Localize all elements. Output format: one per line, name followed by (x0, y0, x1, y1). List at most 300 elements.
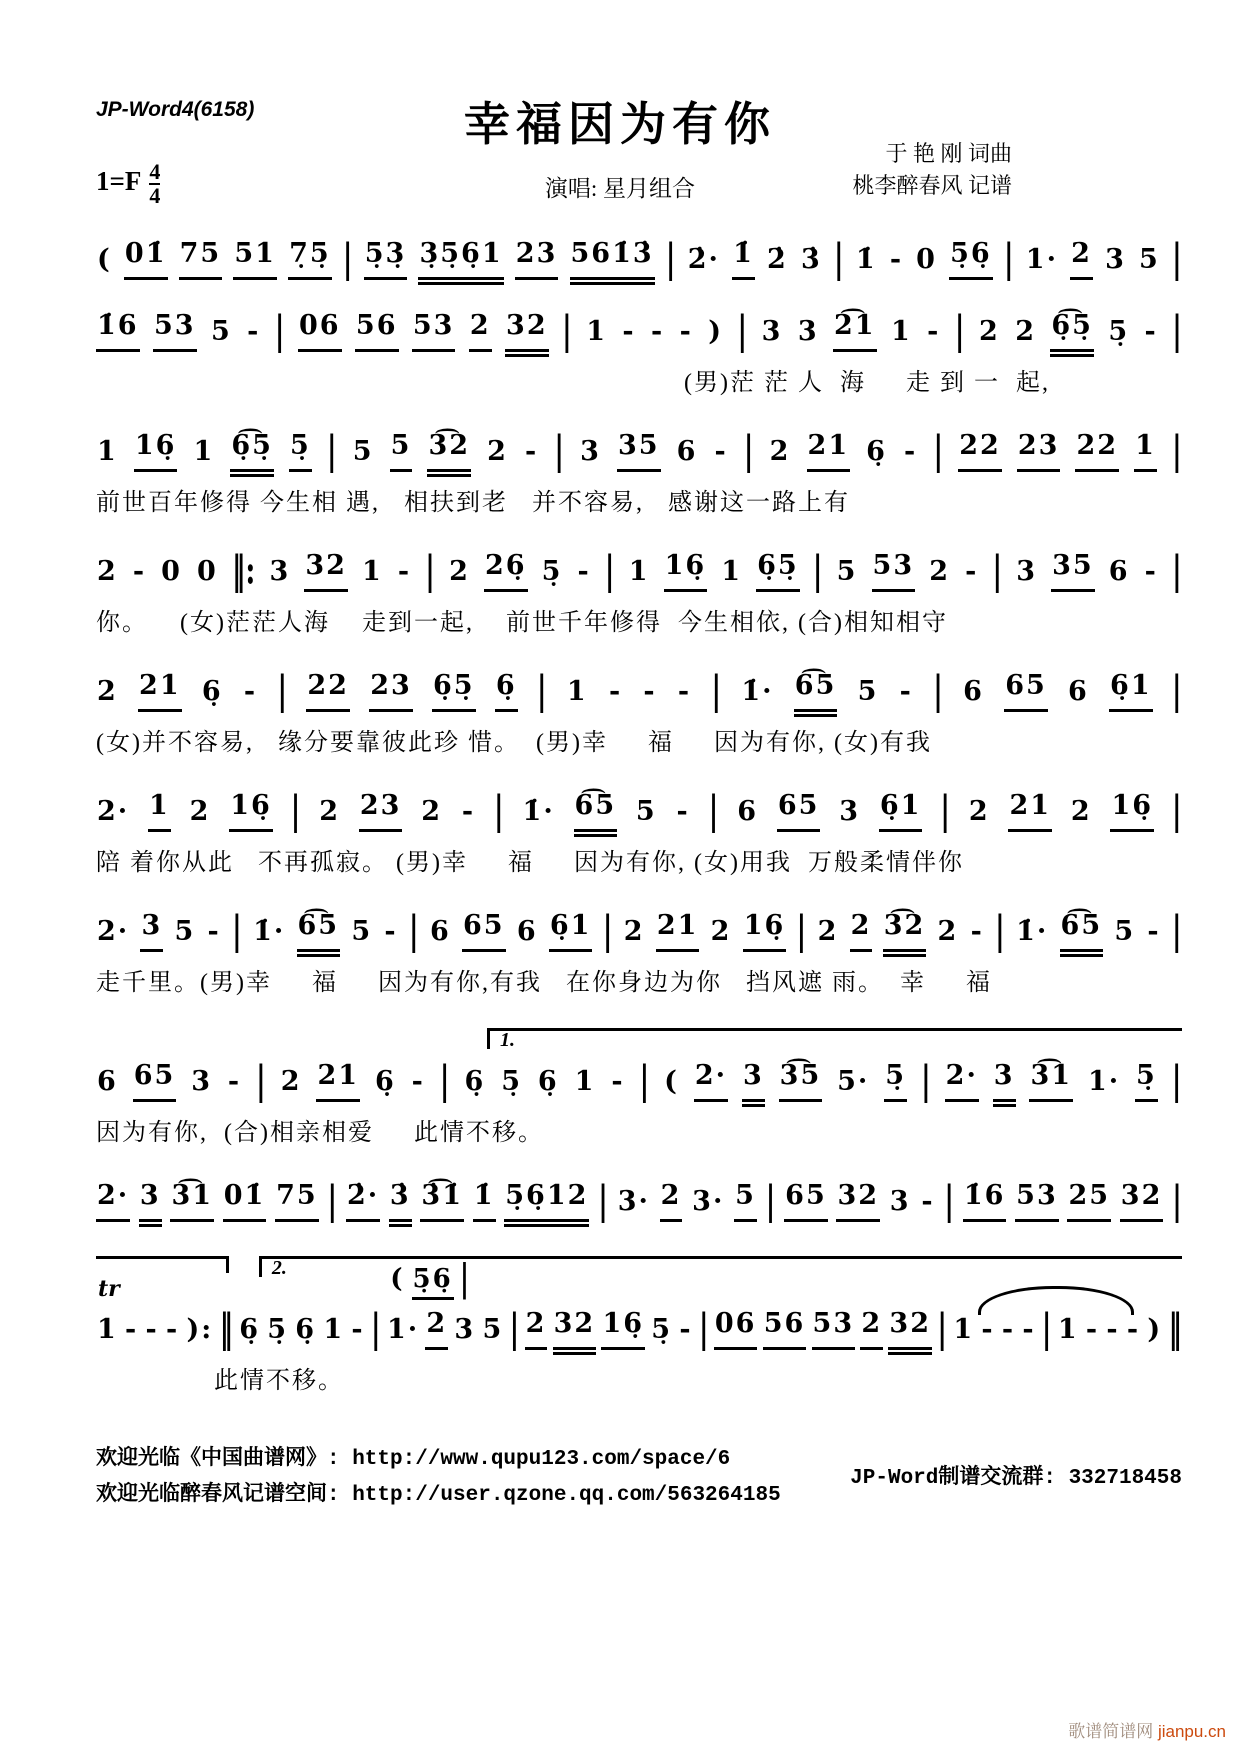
barline: | (698, 1306, 709, 1352)
note-group: 2 (660, 1176, 683, 1222)
barline: | (1003, 236, 1014, 282)
note-group: 2· (96, 1176, 130, 1222)
barline: | (833, 236, 844, 282)
note-group: 1̇ (473, 1176, 496, 1222)
note-group: 6̣ (201, 676, 223, 707)
note-group: - (970, 916, 984, 947)
note-group: 3 (761, 316, 783, 347)
note-group: 6̣͡5̣ (1050, 306, 1094, 352)
lyrics-line-8: 因为有你, (合)相亲相爱 此情不移。 (96, 1120, 544, 1146)
note-group: 53 (1015, 1176, 1059, 1222)
note-group: 5̣ (1108, 316, 1130, 347)
note-group: - (927, 316, 941, 347)
note-group: 6̣ (295, 1314, 317, 1345)
note-group: 5̣3̣ (364, 234, 408, 280)
note-group: - (247, 316, 261, 347)
note-group: 6 (676, 436, 698, 467)
note-group: 56 (763, 1304, 807, 1350)
notation-wrap-10 (96, 1276, 1182, 1352)
barline: | (708, 788, 719, 834)
note-group: 65 (784, 1176, 828, 1222)
note-group: 32 (836, 1176, 880, 1222)
note-group: 5 (734, 1176, 757, 1222)
lyrics-line-2: (男)茫 茫 人 海 走 到 一 起, (684, 370, 1050, 396)
note-group: 1 (97, 1314, 118, 1345)
note-group: 1 (890, 316, 912, 347)
note-group: 2 (97, 556, 118, 587)
time-unit: 4 (149, 183, 161, 208)
note-group: 2 (319, 796, 341, 827)
barline: | (995, 908, 1005, 954)
note-group: 32 (1120, 1176, 1164, 1222)
lyrics-line-4: 你。 (女)茫茫人海 走到一起, 前世千年修得 今生相依, (合)相知相守 (96, 610, 948, 636)
note-group: 65 (462, 906, 506, 952)
note-group: - (679, 1314, 693, 1345)
note-group: 21 (807, 426, 851, 472)
volta-1-end-bracket (96, 1256, 229, 1273)
note-group: 1 (323, 1314, 345, 1345)
barline: | (737, 308, 748, 354)
note-group: 26̣ (484, 546, 528, 592)
note-group: 0 (197, 556, 218, 587)
notation-line-6 (96, 780, 1182, 832)
note-group: 3 (742, 1056, 765, 1102)
qzone-link: 欢迎光临醉春风记谱空间: http://user.qzone.qq.com/563264185 (96, 1484, 781, 1507)
note-group: 5 (351, 916, 373, 947)
note-group: 65 (777, 786, 821, 832)
notation-line-8 (96, 1050, 1182, 1102)
barline: | (940, 788, 951, 834)
note-group: - (145, 1314, 159, 1345)
note-group: 2 (1070, 796, 1092, 827)
barline: | (598, 1178, 608, 1224)
barline: | (796, 908, 807, 954)
note-group: 1· (1025, 244, 1058, 275)
note-group: 1 (1134, 426, 1157, 472)
note-group: 2 (280, 1066, 302, 1097)
barline: | (439, 1058, 450, 1104)
volta-1-bracket (487, 1028, 1182, 1049)
note-group: 3͡1 (170, 1176, 214, 1222)
note-group: 3 (454, 1314, 476, 1345)
note-group: 2 (449, 556, 470, 587)
note-group: 1̇6 (963, 1176, 1007, 1222)
note-group: - (677, 676, 692, 707)
pickup-notes (389, 1257, 470, 1301)
note-group: 2 (623, 916, 645, 947)
note-group: - (227, 1066, 242, 1097)
barline: | (509, 1306, 520, 1352)
note-group: - (965, 556, 979, 587)
note-group: ) (708, 316, 724, 347)
note-group: ( (390, 1264, 405, 1294)
note-group: 3 (139, 1176, 162, 1222)
note-group: 6̣ (866, 436, 887, 467)
note-group: 2 (860, 1304, 883, 1350)
barline: | (1171, 236, 1182, 282)
note-group: 1 (193, 436, 215, 467)
note-group: 1 (953, 1314, 975, 1345)
lyricist-composer-credit: 于 艳 刚 词曲 (885, 141, 1012, 166)
note-group: 16̣ (229, 786, 273, 832)
barline: | (327, 1178, 338, 1224)
barline: | (1172, 308, 1182, 354)
note-group: - (1147, 916, 1161, 947)
note-group: 3͡2 (883, 906, 927, 952)
note-group: 1̇6 (96, 306, 140, 352)
note-group: 35 (617, 426, 661, 472)
note-group: 5 (210, 316, 232, 347)
barline: | (1171, 788, 1182, 834)
note-group: 3͡1 (1029, 1056, 1073, 1102)
note-group: - (125, 1314, 139, 1345)
note-group: 6 (963, 676, 984, 707)
barline: | (1172, 1178, 1182, 1224)
note-group: - (1126, 1314, 1141, 1345)
note-group: 5 (1114, 916, 1136, 947)
note-group: 32 (888, 1304, 932, 1350)
note-group: 3 (1016, 556, 1038, 587)
note-group: 1 (574, 1066, 596, 1097)
barline: | (408, 908, 419, 954)
note-group: 6̣1 (879, 786, 923, 832)
notation-line-4 (96, 540, 1182, 592)
system-6 (96, 780, 1182, 880)
note-group: 1̇ (855, 244, 877, 275)
barline: | (992, 548, 1003, 594)
generator-label: JP-Word4(6158) (96, 98, 255, 121)
note-group: 16̣ (664, 546, 708, 592)
song-title: 幸福因为有你 (464, 99, 776, 150)
note-group: 32 (505, 306, 549, 352)
system-5 (96, 660, 1182, 760)
barline: | (602, 908, 613, 954)
barline: | (954, 308, 965, 354)
note-group: 5̣ (289, 426, 312, 472)
note-group: 1· (1087, 1066, 1121, 1097)
note-group: 7̣5̣ (288, 234, 332, 280)
lyrics-line-6: 陪 着你从此 不再孤寂。 (男)幸 福 因为有你, (女)用我 万般柔情伴你 (96, 850, 964, 876)
note-group: 21 (656, 906, 700, 952)
score (96, 228, 1182, 1418)
note-group: 0 (161, 556, 182, 587)
notation-line-3 (96, 420, 1182, 472)
note-group: 5 (174, 916, 196, 947)
note-group: 3 (140, 906, 163, 952)
note-group: - (981, 1314, 995, 1345)
note-group: 6̣5̣ (756, 546, 800, 592)
note-group: 3͡5 (779, 1056, 823, 1102)
note-group: 1 (566, 676, 588, 707)
note-group: 22 (958, 426, 1002, 472)
note-group: 75 (275, 1176, 319, 1222)
note-group: - (411, 1066, 425, 1097)
note-group: 53 (872, 546, 916, 592)
barline: | (711, 668, 722, 714)
note-group: 21 (138, 666, 182, 712)
note-group: - (243, 676, 258, 707)
note-group: - (524, 436, 539, 467)
note-group: 1 (362, 556, 383, 587)
barline: | (639, 1058, 650, 1104)
note-group: 53 (412, 306, 456, 352)
note-group: 5̣ (651, 1314, 673, 1345)
note-group: 5̣6̣ (949, 234, 993, 280)
note-group: 2 (937, 916, 959, 947)
lyrics-line-10: 此情不移。 (214, 1368, 344, 1394)
barline: | (604, 548, 615, 594)
note-group: - (1085, 1314, 1100, 1345)
barline: | (277, 668, 288, 714)
transcriber-credit: 桃李醉春风 记谱 (852, 173, 1012, 198)
note-group: 23 (1017, 426, 1061, 472)
footer-links (96, 1442, 781, 1514)
notation-line-9 (96, 1170, 1182, 1222)
barline: | (743, 428, 754, 474)
note-group: 35 (1051, 546, 1095, 592)
note-group: 3 (269, 556, 291, 587)
note-group: 6͡5 (1060, 906, 1104, 952)
note-group: 2 (487, 436, 508, 467)
note-group: 5 (352, 436, 374, 467)
note-group: - (351, 1314, 365, 1345)
note-group: 0 (916, 244, 937, 275)
note-group: ): (186, 1314, 214, 1345)
note-group: - (608, 676, 623, 707)
note-group: 51 (233, 234, 277, 280)
system-7 (96, 900, 1182, 1000)
watermark-site-link: jianpu.cn (1157, 1722, 1226, 1741)
note-group: - (1144, 316, 1158, 347)
note-group: 2 (968, 796, 990, 827)
note-group: 5̣ (267, 1314, 289, 1345)
barline: | (944, 1178, 955, 1224)
system-8 (96, 1020, 1182, 1150)
note-group: 5̣ (884, 1056, 907, 1102)
note-group: - (904, 436, 918, 467)
note-group: 65 (133, 1056, 177, 1102)
barline: | (290, 788, 301, 834)
note-group: - (889, 244, 904, 275)
system-3 (96, 420, 1182, 520)
note-group: 25 (1067, 1176, 1111, 1222)
barline: | (1171, 548, 1182, 594)
note-group: 2͡1 (833, 306, 877, 352)
notation-line-1 (96, 228, 1182, 280)
note-group: 2 (421, 796, 443, 827)
note-group: 3̇ (389, 1176, 412, 1222)
note-group: 3 (797, 316, 819, 347)
note-group: 1 (721, 556, 743, 587)
note-group: - (611, 1066, 625, 1097)
note-group: 6 (97, 1066, 118, 1097)
note-group: 23 (515, 234, 559, 280)
note-group: 1̇· (741, 676, 774, 707)
note-group: 6̣ (374, 1066, 396, 1097)
note-group: 3 (889, 1186, 911, 1217)
watermark-site-name: 歌谱简谱网 (1068, 1722, 1158, 1741)
note-group: 3̇ (800, 244, 822, 275)
note-group: 2 (710, 916, 732, 947)
note-group: 01̇ (223, 1176, 267, 1222)
note-group: 5̣ (541, 556, 563, 587)
note-group: 5̣6̣12 (504, 1176, 589, 1222)
note-group: 1 (97, 436, 118, 467)
note-group: 2̇ (767, 244, 788, 275)
note-group: 21 (1008, 786, 1052, 832)
note-group: 3̣5̣6̣1 (418, 234, 503, 280)
note-group: 1̇· (1016, 916, 1049, 947)
note-group: 5 (836, 556, 858, 587)
note-group: 3 (191, 1066, 212, 1097)
note-group: 5 (390, 426, 413, 472)
note-group: 1̇· (522, 796, 555, 827)
note-group: 6 (737, 796, 758, 827)
note-group: 23 (359, 786, 403, 832)
note-group: ( (664, 1066, 679, 1097)
barline: | (812, 548, 823, 594)
note-group: - (1001, 1314, 1016, 1345)
note-group: 6͡5 (794, 666, 838, 712)
note-group: 2 (189, 796, 211, 827)
note-group: 5̣ (501, 1066, 522, 1097)
watermark (1068, 1717, 1226, 1742)
note-group: 6 (516, 916, 538, 947)
note-group: 75 (179, 234, 223, 280)
note-group: 2· (97, 796, 130, 827)
system-2 (96, 300, 1182, 400)
barline: | (562, 308, 572, 354)
barline: | (1171, 908, 1182, 954)
note-group: 21 (316, 1056, 360, 1102)
note-group: - (461, 796, 476, 827)
note-group: 06 (714, 1304, 758, 1350)
note-group: 561̇3̇ (570, 234, 655, 280)
note-group: - (676, 796, 690, 827)
note-group: 3· (692, 1186, 725, 1217)
volta-1-label: 1. (499, 1029, 515, 1051)
note-group: 5̣ (1135, 1056, 1158, 1102)
note-group: 5 (1139, 244, 1160, 275)
barline: | (933, 668, 943, 714)
barline: | (1041, 1306, 1052, 1352)
notation-line-7 (96, 900, 1182, 952)
barline: | (937, 1306, 948, 1352)
note-group: 23 (369, 666, 413, 712)
footer (96, 1442, 1182, 1514)
barline: | (1171, 428, 1182, 474)
note-group: 6̣ (537, 1066, 559, 1097)
note-group: 2 (425, 1304, 448, 1350)
note-group: ( (97, 244, 112, 275)
barline: | (425, 548, 435, 594)
note-group: 6̣ (495, 666, 518, 712)
barline: ‖ (219, 1306, 233, 1352)
note-group: 5 (635, 796, 657, 827)
lyrics-line-3: 前世百年修得 今生相 遇, 相扶到老 并不容易, 感谢这一路上有 (96, 490, 850, 516)
note-group: 5̣6̣ (412, 1264, 454, 1300)
note-group: - (132, 556, 147, 587)
note-group: 06 (298, 306, 342, 352)
note-group: 3 (580, 436, 601, 467)
note-group: 16̣ (743, 906, 787, 952)
note-group: - (1022, 1314, 1036, 1345)
note-group: 22 (1075, 426, 1119, 472)
note-group: 2 (1015, 316, 1036, 347)
note-group: 3̇͡1̇ (420, 1176, 464, 1222)
note-group: 2̇· (687, 244, 720, 275)
barline: | (274, 308, 285, 354)
volta-2-label: 2. (271, 1257, 287, 1279)
note-group: 6̣ (239, 1314, 260, 1345)
note-group: 6͡5 (297, 906, 341, 952)
note-group: 6 (429, 916, 451, 947)
note-group: - (384, 916, 398, 947)
barline: | (765, 1178, 776, 1224)
jpword-group-label: JP-Word制谱交流群: 332718458 (850, 1467, 1182, 1490)
barline: ‖: (231, 548, 256, 594)
system-1 (96, 228, 1182, 280)
note-group: 2̇· (346, 1176, 380, 1222)
barline: ‖ (1168, 1306, 1182, 1352)
barline: | (256, 1058, 266, 1104)
note-group: 16̣ (134, 426, 178, 472)
barline: | (665, 236, 676, 282)
note-group: 2· (694, 1056, 728, 1102)
note-group: 2· (945, 1056, 979, 1102)
note-group: 32 (304, 546, 348, 592)
note-group: 2 (1070, 234, 1093, 280)
note-group: 2 (769, 436, 791, 467)
note-group: 6̣ (464, 1066, 486, 1097)
note-group: - (165, 1314, 180, 1345)
note-group: 01̇ (124, 234, 168, 280)
note-group: ) (1147, 1314, 1163, 1345)
lyrics-line-7: 走千里。(男)幸 福 因为有你,有我 在你身边为你 挡风遮 雨。 幸 福 (96, 970, 992, 996)
note-group: 5 (857, 676, 879, 707)
notation-line-5 (96, 660, 1182, 712)
barline: | (933, 428, 944, 474)
note-group: - (921, 1186, 935, 1217)
performer-label: 演唱: 星月组合 (544, 176, 696, 201)
note-group: 6̣͡5̣ (230, 426, 274, 472)
note-group: 2 (979, 316, 1000, 347)
note-group: 6̣1 (549, 906, 593, 952)
note-group: - (899, 676, 913, 707)
note-group: 3͡2 (427, 426, 471, 472)
note-group: - (397, 556, 412, 587)
barline: | (232, 908, 242, 954)
note-group: 2 (817, 916, 839, 947)
system-9 (96, 1170, 1182, 1222)
note-group: - (622, 316, 636, 347)
system-10 (96, 1242, 1182, 1398)
note-group: 1̇ (732, 234, 755, 280)
qupu-site-link: 欢迎光临《中国曲谱网》: http://www.qupu123.com/space/6 (96, 1448, 731, 1471)
annotation-zone-8 (96, 1020, 1182, 1050)
note-group: - (651, 316, 665, 347)
note-group: 6 (1068, 676, 1089, 707)
barline: | (326, 428, 337, 474)
note-group: 53 (153, 306, 197, 352)
barline: | (920, 1058, 931, 1104)
barline: | (1171, 1058, 1182, 1104)
note-group: 56 (355, 306, 399, 352)
note-group: 2 (850, 906, 873, 952)
note-group: 16̣ (1110, 786, 1154, 832)
barline: | (1171, 668, 1182, 714)
note-group: 1 (628, 556, 650, 587)
